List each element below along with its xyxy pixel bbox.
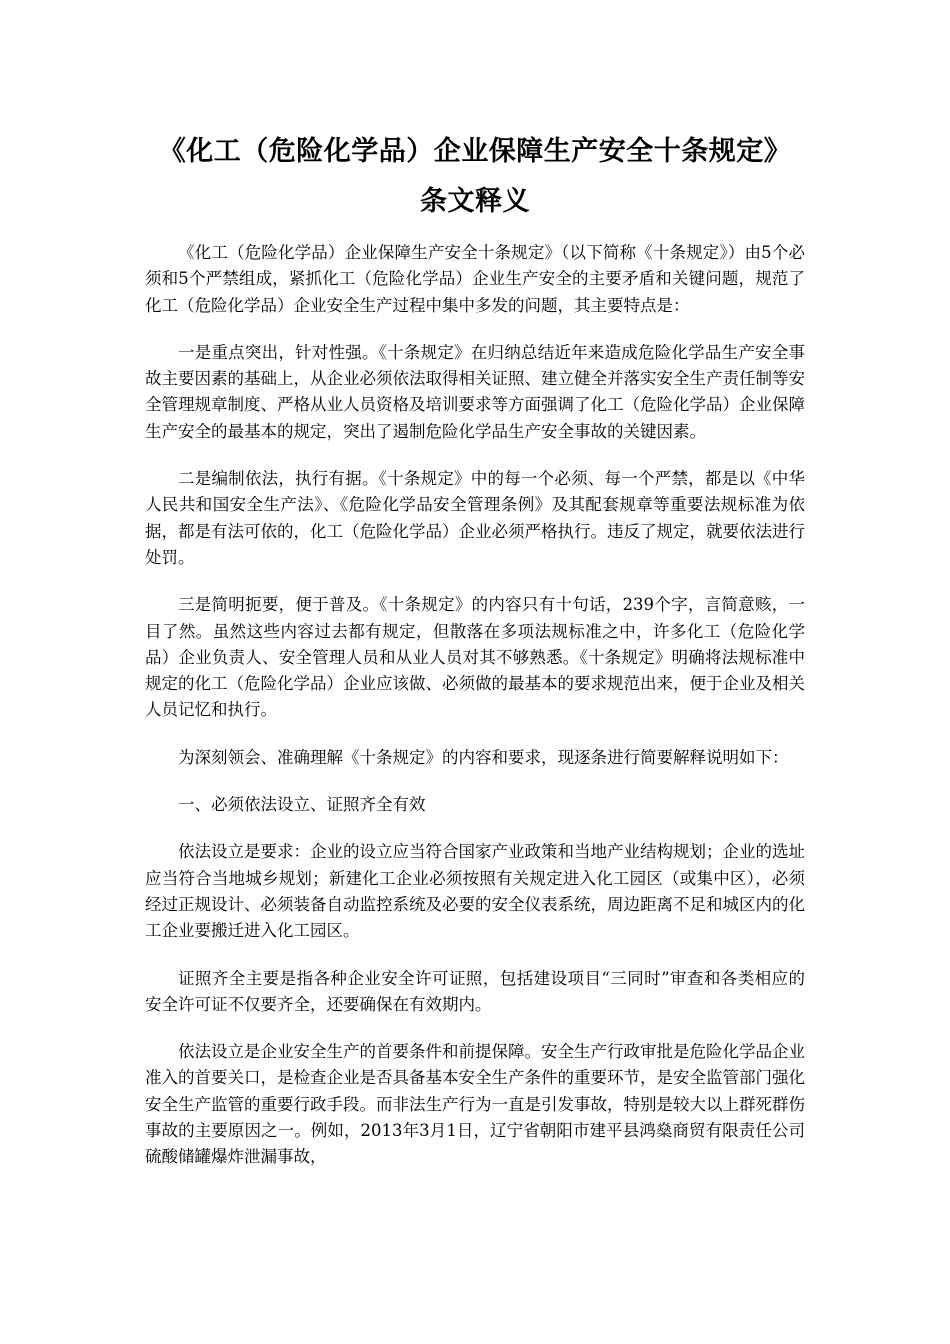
document-title: 《化工（危险化学品）企业保障生产安全十条规定》 [158,136,792,167]
paragraph-feature-1: 一是重点突出，针对性强。《十条规定》在归纳总结近年来造成危险化学品生产安全事故主要因素的基础上，从企业必须依法取得相关证照、建立健全并落实安全生产责任制等安全管理规章制度、严格从业人员资格及培训要求等方面强调了化工（危险化学品）企业保障生产安全的最基本的规定，突出了遏制危险化学品生产安全事故的关键因素。 [145,342,805,441]
paragraph-intro: 《化工（危险化学品）企业保障生产安全十条规定》（以下简称《十条规定》）由5个必须和5个严禁组成，紧抓化工（危险化学品）企业生产安全的主要矛盾和关键问题，规范了化工（危险化学品）企业安全生产过程中集中多发的问题，其主要特点是： [145,243,805,315]
section-heading-1: 一、必须依法设立、证照齐全有效 [178,795,426,815]
paragraph-feature-2: 二是编制依法，执行有据。《十条规定》中的每一个必须、每一个严禁，都是以《中华人民共和国安全生产法》、《危险化学品安全管理条例》及其配套规章等重要法规标准为依据，都是有法可依的，化工（危险化学品）企业必须严格执行。违反了规定，就要依法进行处罚。 [145,469,805,567]
paragraph-feature-3: 三是简明扼要，便于普及。《十条规定》的内容只有十句话，239个字，言简意赅，一目了然。虽然这些内容过去都有规定，但散落在多项法规标准之中，许多化工（危险化学品）企业负责人、安全管理人员和从业人员对其不够熟悉。《十条规定》明确将法规标准中规定的化工（危险化学品）企业应该做、必须做的最基本的要求规范出来，便于企业及相关人员记忆和执行。 [145,595,805,720]
paragraph-precondition: 依法设立是企业安全生产的首要条件和前提保障。安全生产行政审批是危险化学品企业准入的首要关口，是检查企业是否具备基本安全生产条件的重要环节，是安全监管部门强化安全生产监管的重要行政手段。而非法生产行为一直是引发事故，特别是较大以上群死群伤事故的主要原因之一。例如，2013年3月1日，辽宁省朝阳市建平县鸿燊商贸有限责任公司硫酸储罐爆炸泄漏事故， [145,1042,805,1167]
document-body [145,240,805,1192]
paragraph-legal-establishment: 依法设立是要求：企业的设立应当符合国家产业政策和当地产业结构规划；企业的选址应当符合当地城乡规划；新建化工企业必须按照有关规定进入化工园区（或集中区），必须经过正规设计、必须装备自动监控系统及必要的安全仪表系统，周边距离不足和城区内的化工企业要搬迁进入化工园区。 [145,842,805,941]
paragraph-explanation-intro: 为深刻领会、准确理解《十条规定》的内容和要求，现逐条进行简要解释说明如下： [178,747,789,767]
document-subtitle: 条文释义 [420,186,530,217]
paragraph-license-complete: 证照齐全主要是指各种企业安全许可证照，包括建设项目“三同时”审查和各类相应的安全许可证不仅要齐全，还要确保在有效期内。 [145,968,805,1014]
